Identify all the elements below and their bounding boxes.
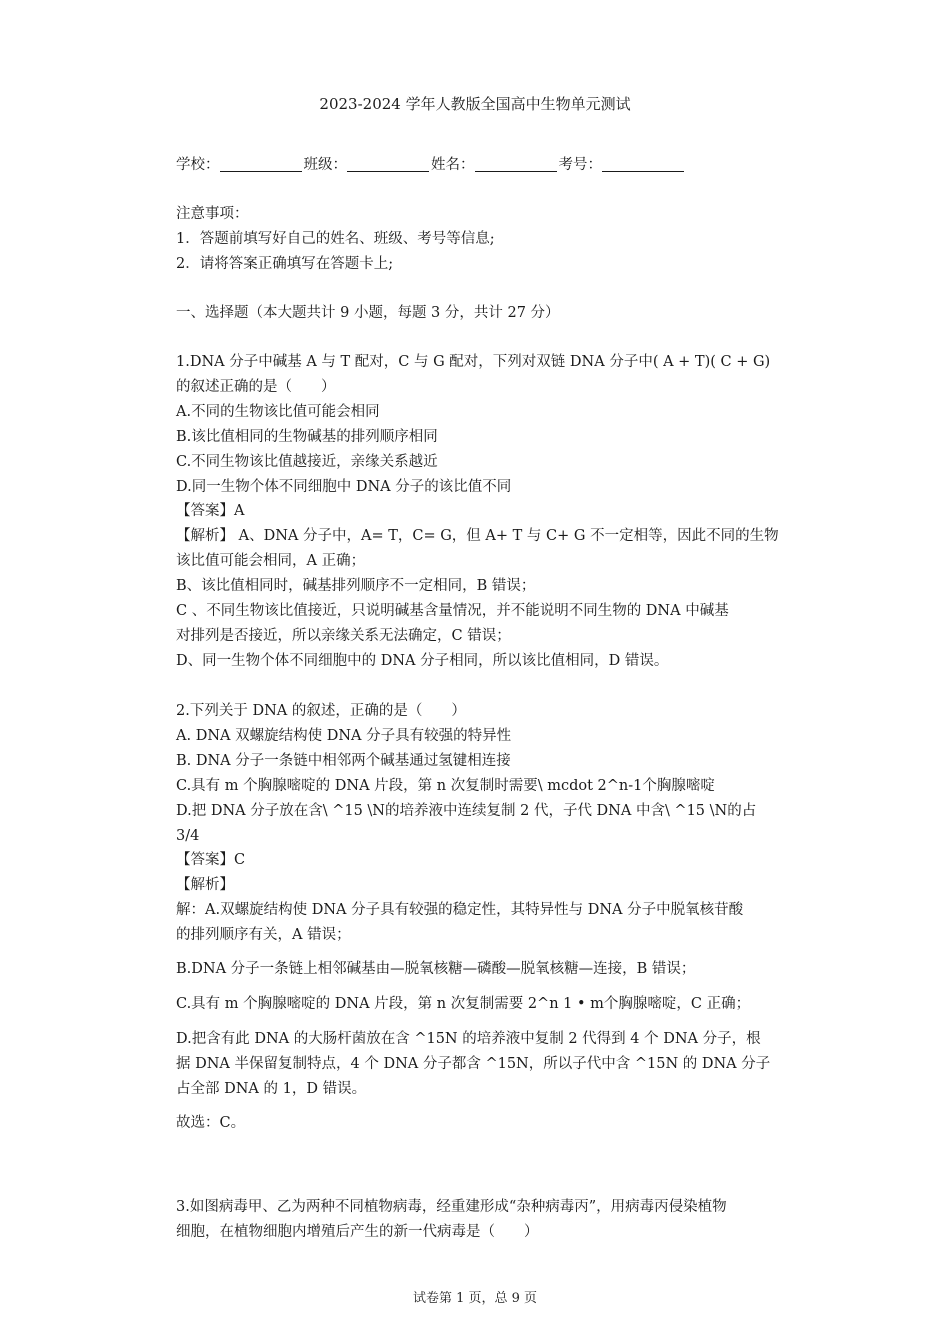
q2-option-a: A. DNA 双螺旋结构使 DNA 分子具有较强的特异性 xyxy=(176,728,512,744)
q1-analysis-line: 该比值可能会相同，A 正确； xyxy=(176,553,366,569)
name-label: 姓名： xyxy=(431,157,475,173)
q3-stem: 细胞，在植物细胞内增殖后产生的新一代病毒是（ ） xyxy=(176,1224,539,1240)
number-blank xyxy=(602,157,684,172)
q1-option-a: A.不同的生物该比值可能会相同 xyxy=(176,404,380,420)
q2-analysis-line: C.具有 m 个胸腺嘧啶的 DNA 片段，第 n 次复制需要 2^n 1 • m个胸腺嘧啶，C 正确； xyxy=(176,996,751,1012)
notes-heading: 注意事项： xyxy=(176,206,249,222)
q2-option-b: B. DNA 分子一条链中相邻两个碱基通过氢键相连接 xyxy=(176,753,511,769)
q2-analysis-line: 的排列顺序有关，A 错误； xyxy=(176,927,351,943)
q1-option-b: B.该比值相同的生物碱基的排列顺序相同 xyxy=(176,429,438,445)
q2-option-d: D.把 DNA 分子放在含\ ^15 \N的培养液中连续复制 2 代，子代 DNA 中含\ ^15 \N的占 xyxy=(176,803,757,819)
q2-analysis-label: 【解析】 xyxy=(176,877,234,893)
q2-analysis-line: 据 DNA 半保留复制特点，4 个 DNA 分子都含 ^15N，所以子代中含 ^15N 的 DNA 分子 xyxy=(176,1056,771,1072)
q2-answer: 【答案】C xyxy=(176,852,246,868)
q1-analysis-line: D、同一生物个体不同细胞中的 DNA 分子相同，所以该比值相同，D 错误。 xyxy=(176,653,669,669)
class-label: 班级： xyxy=(303,157,347,173)
note-item: 2．请将答案正确填写在答题卡上; xyxy=(176,256,394,272)
note-item: 1．答题前填写好自己的姓名、班级、考号等信息; xyxy=(176,231,495,247)
q1-option-d: D.同一生物个体不同细胞中 DNA 分子的该比值不同 xyxy=(176,479,512,495)
q2-option-c: C.具有 m 个胸腺嘧啶的 DNA 片段，第 n 次复制时需要\ mcdot 2^n-1个胸腺嘧啶 xyxy=(176,778,715,794)
q1-stem: 1.DNA 分子中碱基 A 与 T 配对，C 与 G 配对，下列对双链 DNA 分子中( A + T)( C + G) xyxy=(176,354,771,370)
q2-analysis-line: B.DNA 分子一条链上相邻碱基由—脱氧核糖—磷酸—脱氧核糖—连接，B 错误； xyxy=(176,961,696,977)
q1-option-c: C.不同生物该比值越接近，亲缘关系越近 xyxy=(176,454,438,470)
q3-stem: 3.如图病毒甲、乙为两种不同植物病毒，经重建形成“杂种病毒丙”，用病毒丙侵染植物 xyxy=(176,1199,727,1215)
q2-analysis-line: D.把含有此 DNA 的大肠杆菌放在含 ^15N 的培养液中复制 2 代得到 4 个 DNA 分子，根 xyxy=(176,1031,761,1047)
q2-option-d-cont: 3/4 xyxy=(176,828,200,844)
q2-stem: 2.下列关于 DNA 的叙述，正确的是（ ） xyxy=(176,703,466,719)
exam-title: 2023-2024 学年人教版全国高中生物单元测试 xyxy=(319,95,631,113)
number-label: 考号： xyxy=(558,157,602,173)
q2-conclusion: 故选：C。 xyxy=(176,1115,246,1131)
class-blank xyxy=(347,157,429,172)
q1-analysis-line: B、该比值相同时，碱基排列顺序不一定相同，B 错误； xyxy=(176,578,536,594)
q2-analysis-line: 解：A.双螺旋结构使 DNA 分子具有较强的稳定性，其特异性与 DNA 分子中脱氧核苷酸 xyxy=(176,902,744,918)
section-heading: 一、选择题（本大题共计 9 小题，每题 3 分，共计 27 分） xyxy=(176,305,560,321)
q2-analysis-line: 占全部 DNA 的 1，D 错误。 xyxy=(176,1081,367,1097)
q1-answer: 【答案】A xyxy=(176,503,245,519)
school-blank xyxy=(220,157,302,172)
q1-analysis-line: 【解析】 A、DNA 分子中，A= T，C= G，但 A+ T 与 C+ G 不一定相等，因此不同的生物 xyxy=(176,528,779,544)
q1-stem: 的叙述正确的是（ ） xyxy=(176,379,336,395)
q1-analysis-line: C 、不同生物该比值接近，只说明碱基含量情况，并不能说明不同生物的 DNA 中碱基 xyxy=(176,603,729,619)
school-label: 学校： xyxy=(176,157,220,173)
q1-analysis-line: 对排列是否接近，所以亲缘关系无法确定，C 错误； xyxy=(176,628,511,644)
student-info-row xyxy=(176,156,686,174)
name-blank xyxy=(475,157,557,172)
page-footer: 试卷第 1 页，总 9 页 xyxy=(412,1291,538,1306)
